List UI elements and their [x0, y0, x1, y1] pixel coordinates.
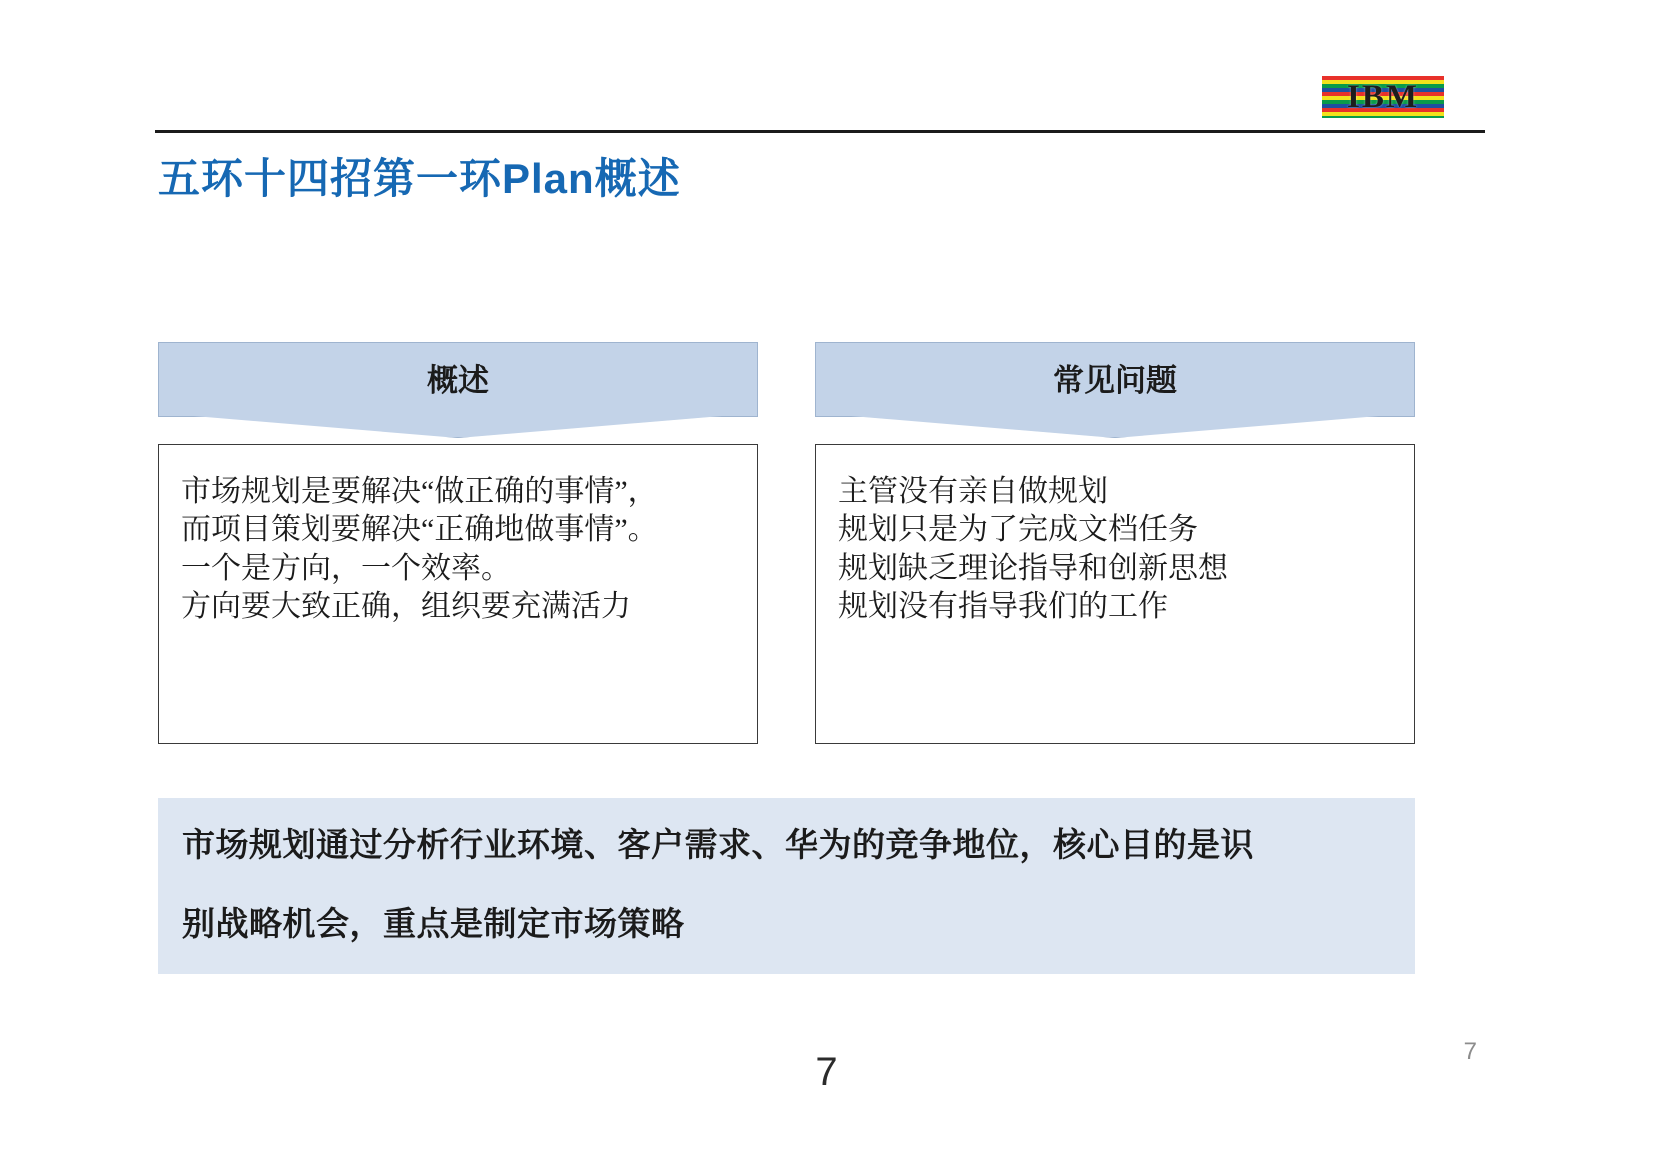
panel-overview-body [158, 444, 758, 744]
panel-common-issues-line: 规划只是为了完成文档任务 [838, 513, 1198, 547]
panel-overview-line: 市场规划是要解决“做正确的事情”， [181, 475, 658, 508]
panel-common-issues-body [815, 444, 1415, 744]
panel-common-issues-header [815, 342, 1415, 417]
panel-overview-title: 概述 [427, 363, 489, 398]
conclusion-line-1: 市场规划通过分析行业环境、客户需求、华为的竞争地位，核心目的是识 [182, 826, 1254, 863]
conclusion-line-2: 别战略机会，重点是制定市场策略 [182, 905, 685, 942]
panel-overview-line: 一个是方向，一个效率。 [181, 551, 511, 585]
panel-common-issues-line: 规划没有指导我们的工作 [838, 590, 1168, 624]
panel-overview-line: 而项目策划要解决“正确地做事情”。 [181, 513, 658, 547]
panel-overview-line: 方向要大致正确，组织要充满活力 [181, 590, 631, 624]
conclusion-banner [158, 798, 1415, 974]
page-number: 7 [815, 1050, 838, 1094]
panel-overview-header [158, 342, 758, 417]
panel-overview [158, 342, 758, 744]
panel-common-issues [815, 342, 1415, 744]
page-title: 五环十四招第一环Plan概述 [158, 155, 681, 202]
ibm-logo [1322, 76, 1444, 118]
page-number-small: 7 [1463, 1038, 1477, 1065]
panel-common-issues-line: 规划缺乏理论指导和创新思想 [838, 551, 1228, 585]
logo-text: IBM [1347, 78, 1419, 115]
panel-common-issues-title: 常见问题 [1053, 363, 1177, 398]
header-divider [155, 130, 1485, 133]
panel-common-issues-line: 主管没有亲自做规划 [838, 475, 1108, 508]
